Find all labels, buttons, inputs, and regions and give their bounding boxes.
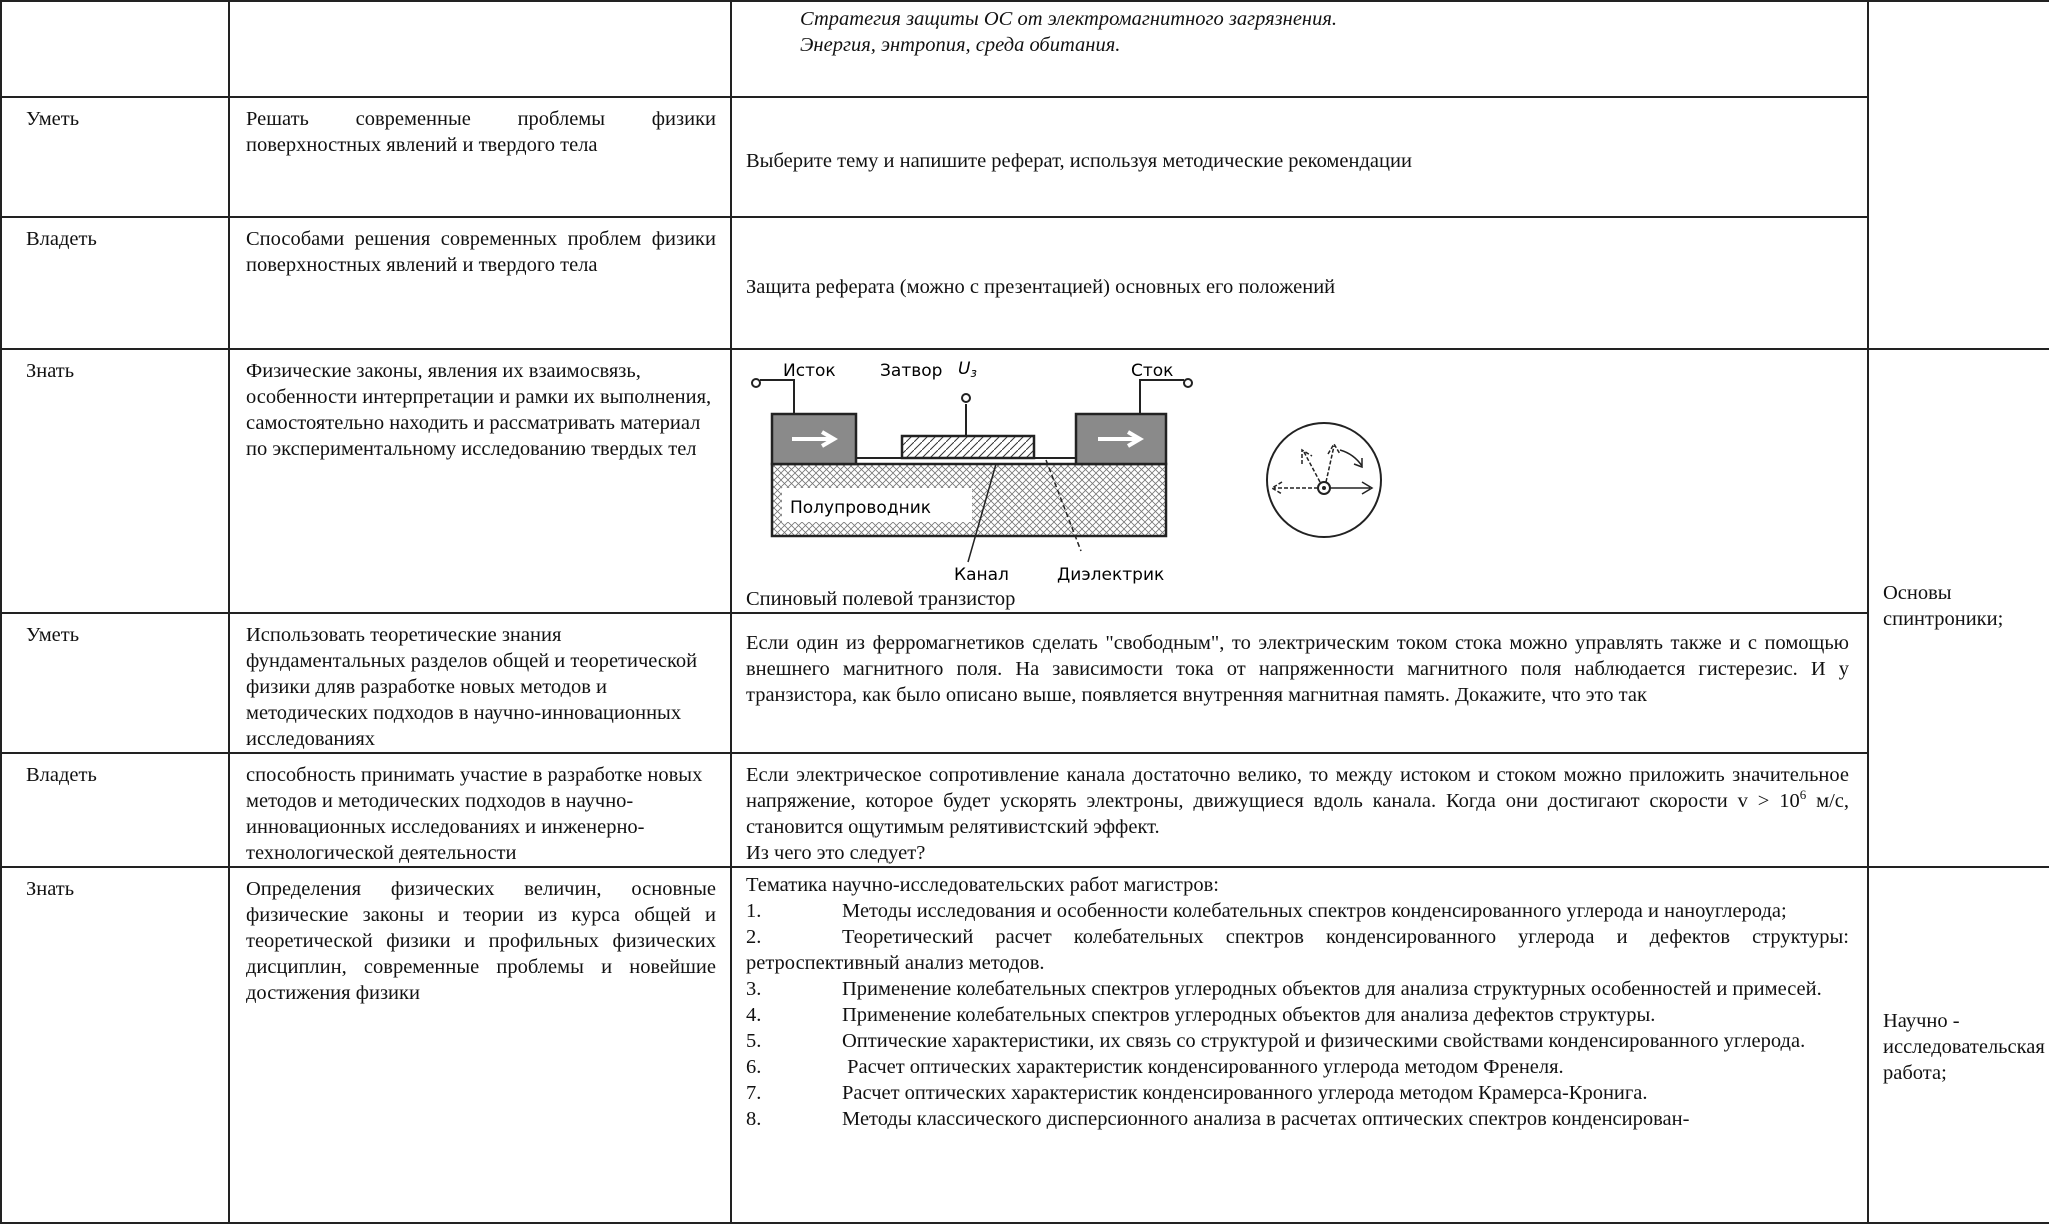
list-item-text: Оптические характеристики, их связь со структурой и физическими свойствами конденсированного углерода.	[842, 1030, 1806, 1052]
list-item-text: Расчет оптических характеристик конденсированного углерода методом Френеля.	[842, 1056, 1564, 1078]
list-item-number: 5.	[746, 1030, 762, 1052]
level-cell: Знать	[1, 867, 229, 1223]
table-row	[1, 97, 2049, 217]
level-cell: Владеть	[1, 217, 229, 349]
semiconductor-label: Полупроводник	[790, 498, 932, 518]
table-row	[1, 1, 2049, 97]
list-item-text: Расчет оптических характеристик конденсированного углерода методом Крамерса-Кронига.	[842, 1082, 1648, 1104]
task-cell	[731, 753, 1868, 867]
task-cell	[731, 1, 1868, 97]
description-cell: Определения физических величин, основные физические законы и теории из курса общей и теоретической физики и профильных физических дисциплин, современные проблемы и новейшие достижения физики	[229, 867, 731, 1223]
list-item	[746, 1054, 1849, 1080]
topics-title: Тематика научно-исследовательских работ магистров:	[746, 874, 1219, 896]
italic-line: Энергия, энтропия, среда обитания.	[800, 34, 1121, 56]
task-cell: Выберите тему и напишите реферат, используя методические рекомендации	[731, 97, 1868, 217]
list-item-text: Методы исследования и особенности колебательных спектров конденсированного углерода и наноуглерода;	[842, 900, 1787, 922]
list-item	[746, 924, 1849, 976]
gate-block	[902, 436, 1034, 458]
list-item	[746, 976, 1849, 1002]
task-cell: Если один из ферромагнетиков сделать "свободным", то электрическим током стока можно управлять также и с помощью внешнего магнитного поля. На зависимости тока от напряженности магнитного поля наблюдается гистерезис. И у транзистора, как было описано выше, появляется внутренняя магнитная память. Докажите, что это так	[731, 613, 1868, 753]
discipline-cell: Научно - исследовательская работа;	[1868, 867, 2049, 1223]
level-cell: Уметь	[1, 97, 229, 217]
list-item-number: 8.	[746, 1108, 762, 1130]
list-item	[746, 1002, 1849, 1028]
list-item-text: Применение колебательных спектров углеродных объектов для анализа структурных особенностей и примесей.	[842, 978, 1822, 1000]
level-cell: Знать	[1, 349, 229, 613]
list-item	[746, 1080, 1849, 1106]
drain-label: Сток	[1131, 361, 1174, 381]
level-cell	[1, 1, 229, 97]
spin-precession-icon	[1254, 410, 1394, 550]
list-item-text: Методы классического дисперсионного анализа в расчетах оптических спектров конденсирован-	[842, 1108, 1690, 1130]
list-item-number: 1.	[746, 900, 762, 922]
description-cell: Физические законы, явления их взаимосвязь, особенности интерпретации и рамки их выполнения, самостоятельно находить и рассматривать материал по экспериментальному исследованию твердых тел	[229, 349, 731, 613]
table-row	[1, 613, 2049, 753]
list-item-number: 4.	[746, 1004, 762, 1026]
discipline-cell: Основы спинтроники;	[1868, 349, 2049, 867]
list-item-number: 7.	[746, 1082, 762, 1104]
task-text: Если электрическое сопротивление канала достаточно велико, то между истоком и стоком можно приложить значительное напряжение, которое будет ускорять электроны, движущиеся вдоль канала. Когда они достигают скорости v > 10	[746, 764, 1849, 812]
description-cell	[229, 1, 731, 97]
table-row	[1, 349, 2049, 613]
table-row	[1, 217, 2049, 349]
list-item-text: Теоретический расчет колебательных спектров конденсированного углерода и дефектов структуры: ретроспективный анализ методов.	[746, 926, 1849, 974]
level-cell: Уметь	[1, 613, 229, 753]
spin-transistor-diagram	[746, 354, 1216, 586]
topics-list	[746, 898, 1849, 1132]
exponent: 6	[1799, 787, 1807, 803]
table-row	[1, 753, 2049, 867]
description-cell: Использовать теоретические знания фундаментальных разделов общей и теоретической физики дляв разработке новых методов и методических подходов в научно-инновационных исследованиях	[229, 613, 731, 753]
task-question: Из чего это следует?	[746, 842, 926, 864]
list-item-number: 2.	[746, 926, 762, 948]
list-item-number: 3.	[746, 978, 762, 1000]
task-cell: Защита реферата (можно с презентацией) основных его положений	[731, 217, 1868, 349]
figure-caption: Спиновый полевой транзистор	[746, 588, 1016, 610]
list-item	[746, 1028, 1849, 1054]
description-cell: Способами решения современных проблем физики поверхностных явлений и твердого тела	[229, 217, 731, 349]
task-text-end: м/с, становится ощутимым релятивистский эффект.	[746, 790, 1849, 838]
dielectric-label: Диэлектрик	[1057, 565, 1165, 585]
table-row	[1, 867, 2049, 1223]
description-cell: способность принимать участие в разработке новых методов и методических подходов в научно-инновационных исследованиях и инженерно-технологической деятельности	[229, 753, 731, 867]
channel-label: Канал	[954, 565, 1009, 585]
list-item-number: 6.	[746, 1056, 762, 1078]
voltage-label: Uз	[958, 359, 977, 380]
list-item	[746, 1106, 1849, 1132]
transistor-figure	[746, 354, 1849, 586]
description-cell: Решать современные проблемы физики поверхностных явлений и твердого тела	[229, 97, 731, 217]
diagram-cell	[731, 349, 1868, 613]
level-cell: Владеть	[1, 753, 229, 867]
source-label: Исток	[783, 361, 836, 381]
list-item	[746, 898, 1849, 924]
topics-cell	[731, 867, 1868, 1223]
list-item-text: Применение колебательных спектров углеродных объектов для анализа дефектов структуры.	[842, 1004, 1656, 1026]
gate-label: Затвор	[880, 361, 943, 381]
discipline-cell-empty	[1868, 1, 2049, 349]
italic-line: Стратегия защиты ОС от электромагнитного загрязнения.	[800, 8, 1338, 30]
